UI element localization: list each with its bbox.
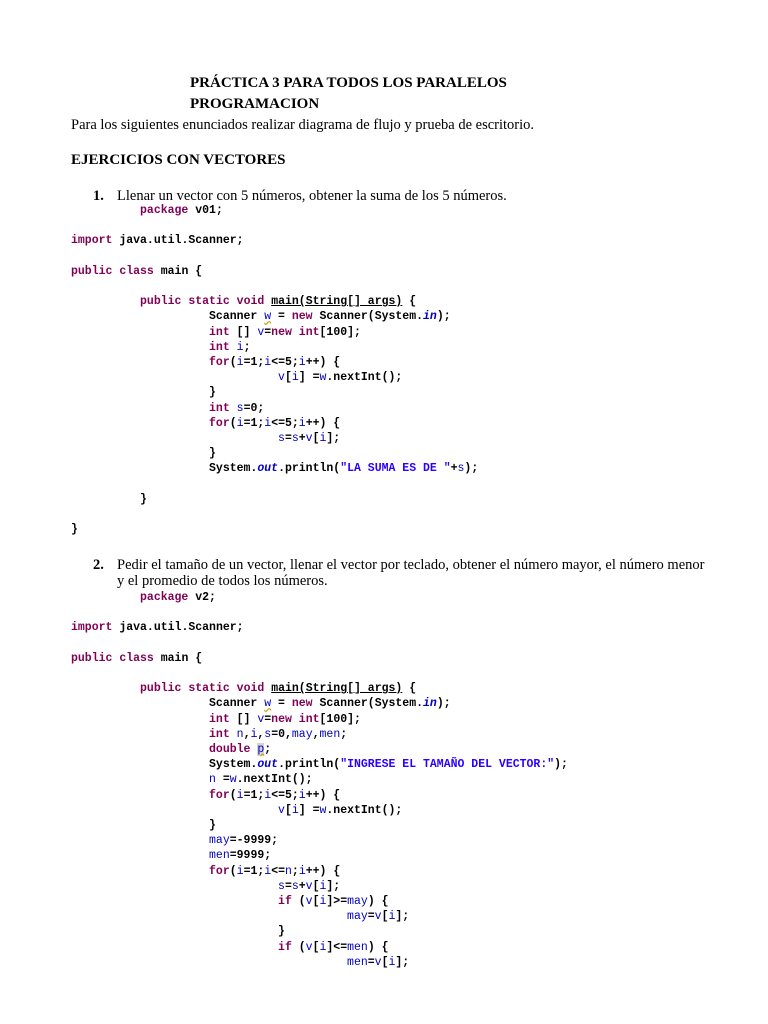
exercise-1-text: Llenar un vector con 5 números, obtener la suma de los 5 números. xyxy=(117,188,507,204)
exercise-2-number: 2. xyxy=(93,557,104,573)
exercise-2 xyxy=(71,557,711,589)
title-line-1: PRÁCTICA 3 PARA TODOS LOS PARALELOS xyxy=(190,75,507,91)
code-block-2: package v2; import java.util.Scanner; public class main { public static void main(String[] args) { Scanner w = new Scanner(System.in); int [] v=new int[100]; int n,i,s=0,may,men; double p; System.out.println("INGRESE EL TAMAÑO DEL VECTOR:"); n =w.nextInt(); for(i=1;i<=5;i++) { v[i] =w.nextInt(); } may=-9999; men=9999; for(i=1;i<=n;i++) { s=s+v[i]; if (v[i]>=may) { may=v[i]; } if (v[i]<=men) { men=v[i]; xyxy=(71,591,568,969)
exercise-1-number: 1. xyxy=(93,188,104,204)
code-block-1: package v01; import java.util.Scanner; public class main { public static void main(String[] args) { Scanner w = new Scanner(System.in); int [] v=new int[100]; int i; for(i=1;i<=5;i++) { v[i] =w.nextInt(); } int s=0; for(i=1;i<=5;i++) { s=s+v[i]; } System.out.println("LA SUMA ES DE "+s); } } xyxy=(71,204,479,537)
section-heading: EJERCICIOS CON VECTORES xyxy=(71,152,286,168)
title-line-2: PROGRAMACION xyxy=(190,96,320,112)
exercise-2-text: Pedir el tamaño de un vector, llenar el vector por teclado, obtener el número mayor, el número menor y el promedio de todos los números. xyxy=(117,557,705,589)
intro-paragraph: Para los siguientes enunciados realizar diagrama de flujo y prueba de escritorio. xyxy=(71,117,535,133)
exercise-1 xyxy=(71,188,711,204)
